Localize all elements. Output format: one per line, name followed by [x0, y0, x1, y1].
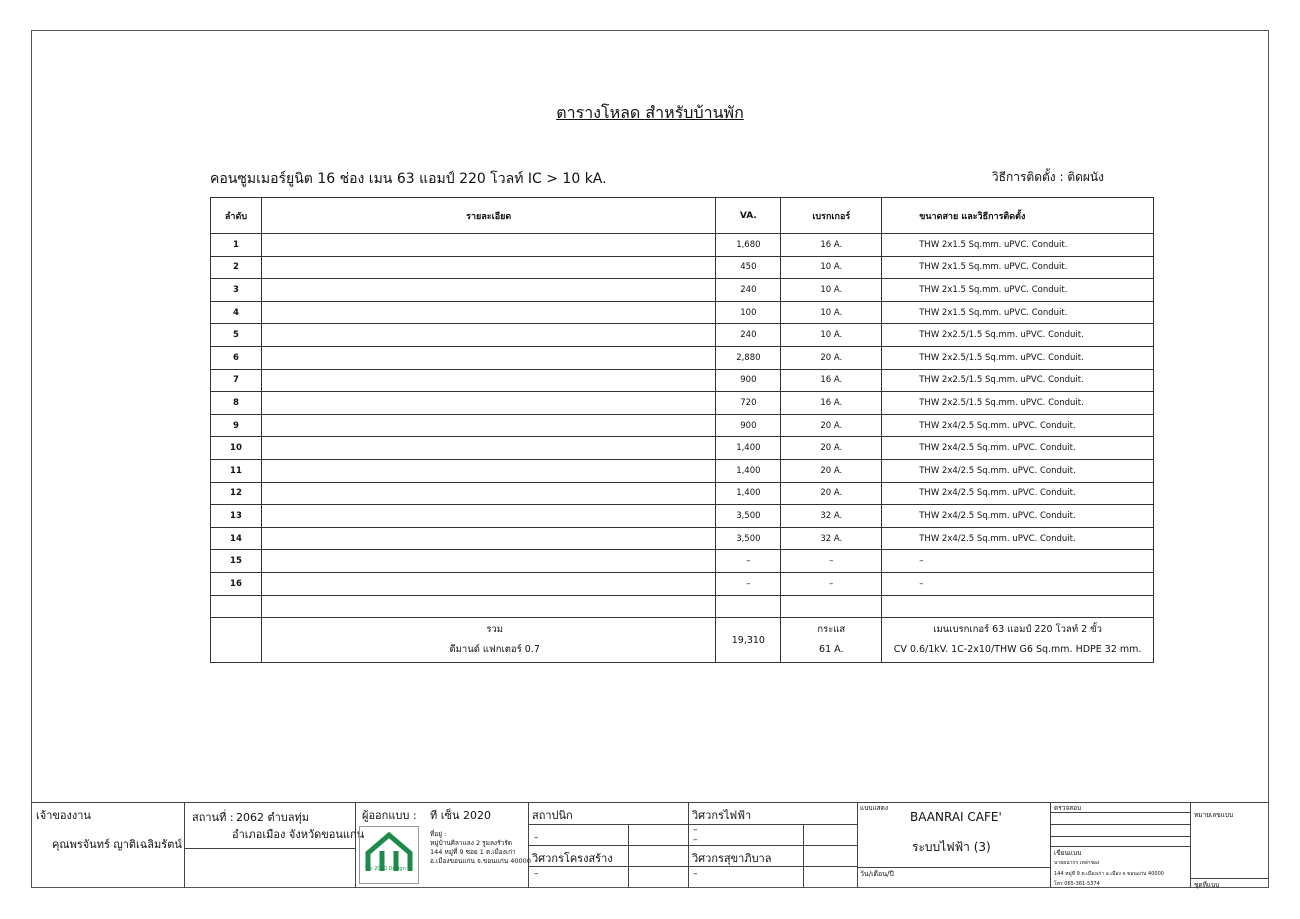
circuit-breaker: 32 A.	[781, 527, 882, 550]
circuit-va: 240	[716, 279, 781, 302]
sanitary-label: วิศวกรสุขาภิบาล	[692, 852, 772, 865]
circuit-wire: THW 2x4/2.5 Sq.mm. uPVC. Conduit.	[882, 505, 1154, 528]
table-row	[211, 572, 1154, 595]
circuit-no: 6	[211, 346, 262, 369]
circuit-breaker: 10 A.	[781, 324, 882, 347]
designer-label: ผู้ออกแบบ :	[362, 809, 417, 822]
drawn-label: เขียนแบบ	[1054, 849, 1082, 857]
circuit-detail	[261, 279, 715, 302]
designer-addr-1: ที่อยู่ :	[430, 830, 447, 838]
circuit-detail	[261, 392, 715, 415]
circuit-va: 100	[716, 301, 781, 324]
drawing-label: แบบแสดง	[860, 804, 888, 812]
circuit-no: 15	[211, 550, 262, 573]
main-breaker-spec	[882, 618, 1154, 663]
circuit-detail	[261, 256, 715, 279]
circuit-detail	[261, 482, 715, 505]
table-row	[211, 324, 1154, 347]
circuit-detail	[261, 234, 715, 257]
circuit-va: 900	[716, 414, 781, 437]
table-header-row	[211, 198, 1154, 234]
circuit-breaker: 20 A.	[781, 482, 882, 505]
demand-factor: ดีมานด์ แฟกเตอร์ 0.7	[449, 644, 540, 656]
sanitary-value: –	[693, 869, 698, 879]
circuit-wire: THW 2x2.5/1.5 Sq.mm. uPVC. Conduit.	[882, 324, 1154, 347]
project-name: BAANRAI CAFE'	[910, 810, 1002, 824]
drawn-name: นายธนากร เหล่าของ	[1054, 860, 1100, 866]
circuit-breaker: 20 A.	[781, 414, 882, 437]
page-title: ตารางโหลด สำหรับบ้านพัก	[556, 103, 744, 122]
circuit-va: 900	[716, 369, 781, 392]
table-row	[211, 505, 1154, 528]
circuit-no: 13	[211, 505, 262, 528]
table-row	[211, 279, 1154, 302]
circuit-detail	[261, 550, 715, 573]
circuit-no: 9	[211, 414, 262, 437]
circuit-detail	[261, 324, 715, 347]
total-va: 19,310	[716, 618, 781, 663]
circuit-breaker: 20 A.	[781, 459, 882, 482]
owner-name: คุณพรจันทร์ ญาติเฉลิมรัตน์	[52, 838, 182, 851]
check-label: ตรวจสอบ	[1054, 804, 1082, 812]
electrical-value-2: –	[693, 835, 698, 845]
install-method: วิธีการติดตั้ง : ติดผนัง	[991, 170, 1104, 184]
circuit-wire: THW 2x1.5 Sq.mm. uPVC. Conduit.	[882, 256, 1154, 279]
table-row	[211, 369, 1154, 392]
circuit-breaker: 20 A.	[781, 437, 882, 460]
circuit-va: 3,500	[716, 505, 781, 528]
circuit-wire: THW 2x1.5 Sq.mm. uPVC. Conduit.	[882, 301, 1154, 324]
circuit-breaker: 16 A.	[781, 234, 882, 257]
site-line1: 2062 ตำบลทุ่ม	[236, 811, 310, 824]
circuit-no: 5	[211, 324, 262, 347]
circuit-wire: THW 2x2.5/1.5 Sq.mm. uPVC. Conduit.	[882, 369, 1154, 392]
circuit-wire: THW 2x4/2.5 Sq.mm. uPVC. Conduit.	[882, 459, 1154, 482]
circuit-breaker: 10 A.	[781, 301, 882, 324]
circuit-wire: THW 2x2.5/1.5 Sq.mm. uPVC. Conduit.	[882, 346, 1154, 369]
table-row	[211, 346, 1154, 369]
house-logo-icon	[360, 827, 418, 883]
designer-addr-4: อ.เมืองขอนแก่น จ.ขอนแก่น 40000	[430, 857, 531, 865]
table-row	[211, 482, 1154, 505]
circuit-detail	[261, 369, 715, 392]
site-line2: อำเภอเมือง จังหวัดขอนแก่น	[232, 828, 365, 841]
circuit-va: 450	[716, 256, 781, 279]
total-label: รวม	[486, 624, 504, 636]
designer-logo	[359, 826, 419, 884]
circuit-detail	[261, 505, 715, 528]
circuit-breaker: 16 A.	[781, 369, 882, 392]
header-va: VA.	[716, 198, 781, 234]
circuit-no: 11	[211, 459, 262, 482]
drawing-title: ระบบไฟฟ้า (3)	[912, 840, 991, 854]
table-row	[211, 459, 1154, 482]
header-detail: รายละเอียด	[261, 198, 715, 234]
designer-name: ที เซ็น 2020	[430, 809, 491, 822]
electrical-value-1: –	[693, 825, 698, 835]
circuit-detail	[261, 527, 715, 550]
circuit-no: 3	[211, 279, 262, 302]
designer-addr-2: หมู่บ้านศิลาแลง 2 รูมลงรัวรัด	[430, 839, 512, 847]
table-row	[211, 414, 1154, 437]
header-no: ลำดับ	[211, 198, 262, 234]
structural-value: –	[534, 869, 539, 879]
current-value: 61 A.	[819, 644, 844, 656]
circuit-wire: –	[882, 550, 1154, 573]
circuit-no: 4	[211, 301, 262, 324]
circuit-va: –	[716, 550, 781, 573]
drawn-address: 144 หมู่ที่ 9 ต.เมืองเก่า อ.เมือง จ.ขอนแก่น 40000	[1054, 871, 1164, 877]
circuit-va: 1,680	[716, 234, 781, 257]
circuit-breaker: 20 A.	[781, 346, 882, 369]
total-sheets-label: ชุดที่แบบ	[1194, 881, 1220, 889]
circuit-va: 1,400	[716, 437, 781, 460]
table-row	[211, 527, 1154, 550]
circuit-detail	[261, 414, 715, 437]
table-body	[211, 234, 1154, 663]
circuit-no: 10	[211, 437, 262, 460]
circuit-breaker: 10 A.	[781, 256, 882, 279]
circuit-detail	[261, 301, 715, 324]
circuit-wire: THW 2x4/2.5 Sq.mm. uPVC. Conduit.	[882, 414, 1154, 437]
table-row-blank	[211, 595, 1154, 618]
circuit-va: 1,400	[716, 459, 781, 482]
main-cable: CV 0.6/1kV. 1C-2x10/THW G6 Sq.mm. HDPE 32 mm.	[893, 644, 1142, 656]
circuit-breaker: 10 A.	[781, 279, 882, 302]
circuit-no: 16	[211, 572, 262, 595]
header-breaker: เบรกเกอร์	[781, 198, 882, 234]
table-row	[211, 256, 1154, 279]
total-labels	[261, 618, 715, 663]
circuit-va: 240	[716, 324, 781, 347]
circuit-no: 7	[211, 369, 262, 392]
table-row-total	[211, 618, 1154, 663]
circuit-breaker: 16 A.	[781, 392, 882, 415]
architect-label: สถาปนิก	[532, 809, 573, 822]
consumer-unit-spec: คอนซูมเมอร์ยูนิต 16 ช่อง เมน 63 แอมป์ 220 โวลท์ IC > 10 kA.	[210, 171, 607, 187]
table-row	[211, 301, 1154, 324]
designer-addr-3: 144 หมู่ที่ 9 ซอย 1 ต.เมืองเก่า	[430, 848, 516, 856]
circuit-wire: THW 2x1.5 Sq.mm. uPVC. Conduit.	[882, 234, 1154, 257]
structural-label: วิศวกรโครงสร้าง	[532, 852, 613, 865]
circuit-no: 2	[211, 256, 262, 279]
circuit-no: 1	[211, 234, 262, 257]
sheet-no-label: หมายเลขแบบ	[1194, 811, 1234, 819]
owner-label: เจ้าของงาน	[36, 809, 91, 822]
circuit-wire: THW 2x2.5/1.5 Sq.mm. uPVC. Conduit.	[882, 392, 1154, 415]
circuit-wire: THW 2x1.5 Sq.mm. uPVC. Conduit.	[882, 279, 1154, 302]
circuit-detail	[261, 437, 715, 460]
header-wire: ขนาดสาย และวิธีการติดตั้ง	[882, 198, 1154, 234]
load-table	[210, 197, 1154, 663]
circuit-va: 2,880	[716, 346, 781, 369]
circuit-no: 14	[211, 527, 262, 550]
circuit-no: 12	[211, 482, 262, 505]
table-row	[211, 234, 1154, 257]
circuit-wire: –	[882, 572, 1154, 595]
table-row	[211, 437, 1154, 460]
circuit-va: –	[716, 572, 781, 595]
circuit-va: 1,400	[716, 482, 781, 505]
table-row	[211, 550, 1154, 573]
circuit-wire: THW 2x4/2.5 Sq.mm. uPVC. Conduit.	[882, 527, 1154, 550]
circuit-va: 3,500	[716, 527, 781, 550]
table-row	[211, 392, 1154, 415]
circuit-detail	[261, 346, 715, 369]
circuit-no: 8	[211, 392, 262, 415]
logo-text: Thi 2020 Design	[365, 866, 406, 872]
circuit-va: 720	[716, 392, 781, 415]
site-label: สถานที่ :	[192, 811, 234, 824]
circuit-wire: THW 2x4/2.5 Sq.mm. uPVC. Conduit.	[882, 482, 1154, 505]
total-current	[781, 618, 882, 663]
designer-address	[430, 830, 531, 866]
electrical-label: วิศวกรไฟฟ้า	[692, 809, 752, 822]
main-breaker: เมนเบรกเกอร์ 63 แอมป์ 220 โวลท์ 2 ขั้ว	[933, 624, 1103, 636]
date-label: วัน/เดือน/ปี	[860, 870, 894, 878]
circuit-breaker: –	[781, 572, 882, 595]
drawn-tel: โทร 065-361-5374	[1054, 881, 1100, 887]
current-label: กระแส	[817, 624, 846, 636]
architect-value: –	[534, 833, 539, 843]
circuit-breaker: 32 A.	[781, 505, 882, 528]
circuit-wire: THW 2x4/2.5 Sq.mm. uPVC. Conduit.	[882, 437, 1154, 460]
circuit-detail	[261, 459, 715, 482]
circuit-breaker: –	[781, 550, 882, 573]
circuit-detail	[261, 572, 715, 595]
